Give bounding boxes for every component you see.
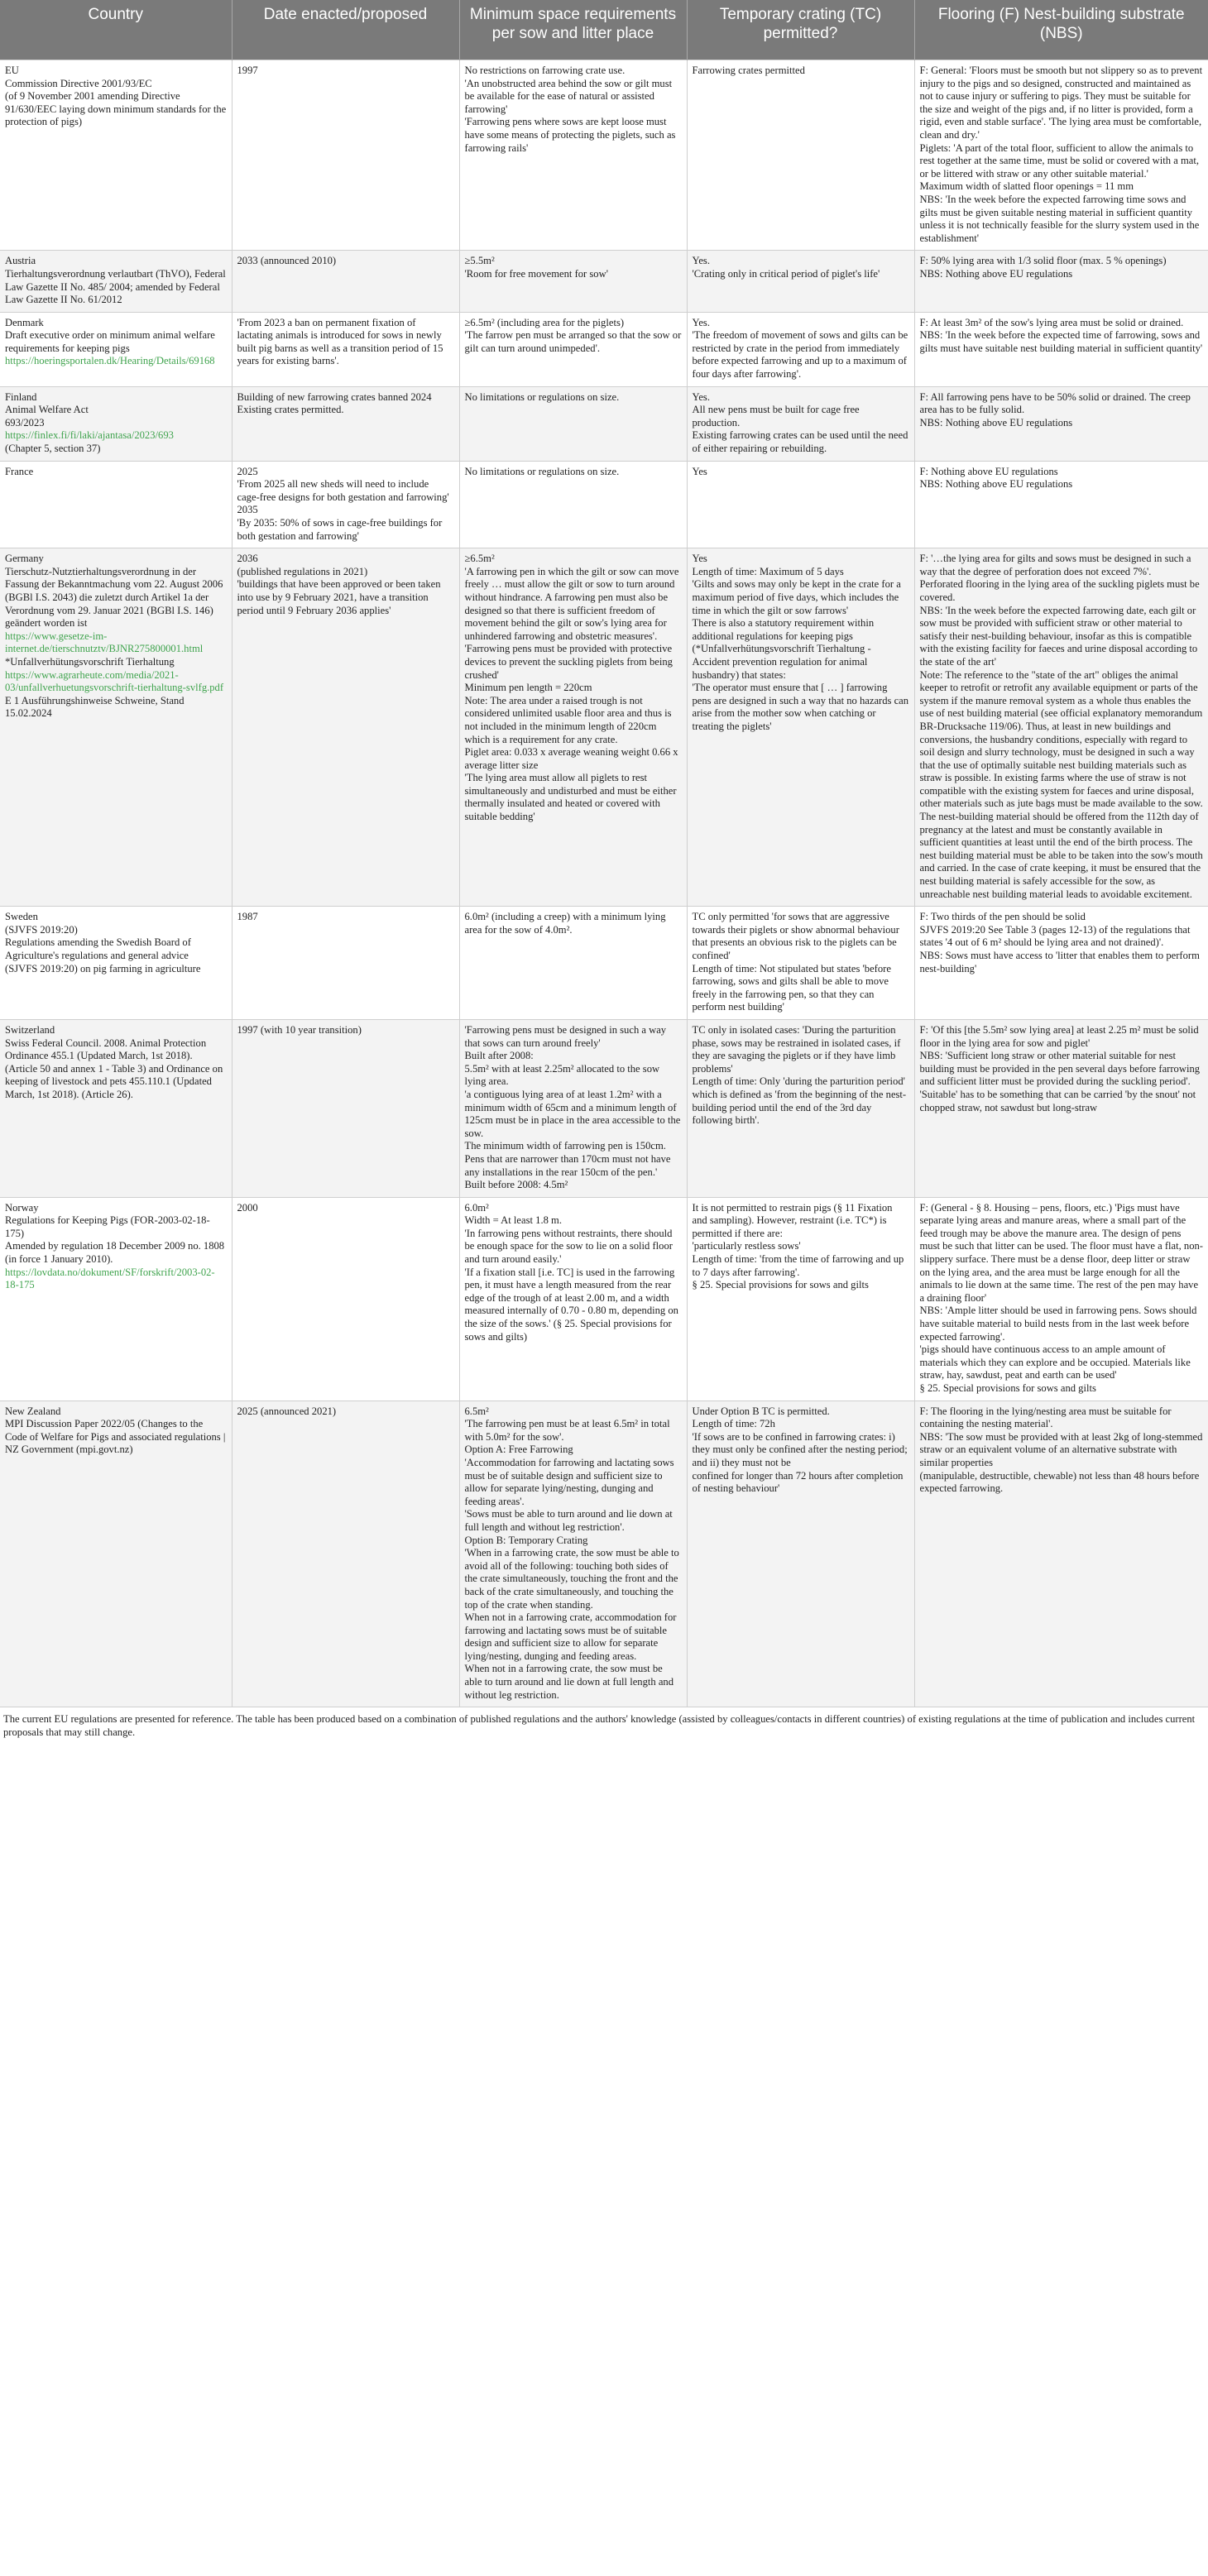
cell-line: (published regulations in 2021) bbox=[237, 565, 368, 577]
cell-line: Minimum pen length = 220cm bbox=[464, 682, 592, 694]
table-footnote: The current EU regulations are presented for reference. The table has been produced based on a combination of published regulations and the authors' knowledge (assisted by colleagues/contacts in different countries) of existing regulations at the time of publication and includes current proposals that may still change. bbox=[0, 1707, 1208, 1744]
cell-line: Piglets: 'A part of the total floor, sufficient to allow the animals to rest together at the same time, must be solid or covered with a mat, or be littered with straw or any other suitable material.' bbox=[919, 141, 1199, 180]
cell-date bbox=[232, 1401, 459, 1707]
table-row bbox=[0, 461, 1208, 548]
cell-country bbox=[0, 907, 232, 1020]
table-row bbox=[0, 312, 1208, 386]
cell-line: Length of time: Maximum of 5 days bbox=[692, 565, 844, 577]
cell-line: NBS: Nothing above EU regulations bbox=[919, 267, 1073, 280]
cell-line: 'The operator must ensure that [ … ] farrowing pens are designed in such a way that no hazards can arise from the mother sow when catching or treating the piglets' bbox=[692, 682, 909, 732]
cell-line: E 1 Ausführungshinweise Schweine, Stand 15.02.2024 bbox=[5, 694, 185, 720]
cell-line: There is also a statutory requirement within additional regulations for keeping pigs (*Unfallverhütungsvorschrift Tierhaltung - Accident prevention regulation for animal husbandry) that states: bbox=[692, 617, 875, 681]
cell-line: 'The farrowing pen must be at least 6.5m² in total with 5.0m² for the sow'. bbox=[464, 1418, 670, 1443]
cell-line: Perforated flooring in the lying area of the suckling piglets must be covered. bbox=[919, 578, 1200, 603]
cell-line: Amended by regulation 18 December 2009 no. 1808 (in force 1 January 2010). bbox=[5, 1240, 225, 1266]
cell-crating bbox=[687, 1019, 914, 1197]
reference-link[interactable]: https://www.agrarheute.com/media/2021-03/unfallverhuetungsvorschrift-tierhaltung-svlfg.pdf bbox=[5, 668, 224, 694]
cell-flooring bbox=[914, 1401, 1208, 1707]
cell-line: NBS: Nothing above EU regulations bbox=[919, 416, 1073, 429]
cell-space bbox=[459, 1197, 687, 1401]
cell-date bbox=[232, 907, 459, 1020]
cell-country bbox=[0, 1019, 232, 1197]
table-row bbox=[0, 907, 1208, 1020]
cell-line: 2025 (announced 2021) bbox=[237, 1405, 337, 1417]
cell-date bbox=[232, 1019, 459, 1197]
cell-line: 'The freedom of movement of sows and gilts can be restricted by crate in the period from immediately before expected farrowing and up to a maximum of four days after farrowing'. bbox=[692, 329, 908, 381]
cell-crating bbox=[687, 312, 914, 386]
header-row bbox=[0, 0, 1208, 60]
cell-line: (manipulable, destructible, chewable) not less than 48 hours before expected farrowing. bbox=[919, 1469, 1200, 1495]
cell-flooring bbox=[914, 548, 1208, 907]
cell-line: Piglet area: 0.033 x average weaning weight 0.66 x average litter size bbox=[464, 746, 678, 771]
cell-line: Finland bbox=[5, 390, 37, 403]
cell-crating bbox=[687, 386, 914, 461]
cell-line: NBS: 'Sufficient long straw or other material suitable for nest building must be provided in the pen several days before farrowing and sufficient litter must be provided during the suckling period'. bbox=[919, 1050, 1201, 1088]
cell-line: 'Room for free movement for sow' bbox=[464, 267, 608, 280]
cell-space bbox=[459, 907, 687, 1020]
cell-country bbox=[0, 386, 232, 461]
cell-line: It is not permitted to restrain pigs (§ 11 Fixation and sampling). However, restraint (i.e. TC*) is permitted if there are: bbox=[692, 1201, 893, 1239]
cell-line: Option B: Temporary Crating bbox=[464, 1534, 588, 1546]
cell-line: 'Gilts and sows may only be kept in the crate for a maximum period of five days, which includes the time in which the gilt or sow farrows' bbox=[692, 578, 901, 616]
cell-flooring bbox=[914, 1197, 1208, 1401]
cell-line: NBS: 'Ample litter should be used in farrowing pens. Sows should have suitable material to build nests from in the last week before expected farrowing'. bbox=[919, 1305, 1197, 1343]
cell-line: 'When in a farrowing crate, the sow must be able to avoid all of the following: touching both sides of the crate simultaneously, touching the front and the back of the crate simultaneously, and touching the top of the crate when standing. bbox=[464, 1547, 679, 1611]
reference-link[interactable]: https://hoeringsportalen.dk/Hearing/Details/69168 bbox=[5, 355, 215, 367]
cell-line: § 25. Special provisions for sows and gilts bbox=[919, 1382, 1096, 1394]
cell-line: When not in a farrowing crate, accommodation for farrowing and lactating sows must be of suitable design and sufficient size to allow for separate lying/nesting, dunging and feeding areas. bbox=[464, 1611, 677, 1662]
cell-date bbox=[232, 312, 459, 386]
cell-line: Sweden bbox=[5, 911, 38, 923]
cell-date bbox=[232, 548, 459, 907]
cell-flooring bbox=[914, 1019, 1208, 1197]
cell-line: NBS: 'In the week before the expected time of farrowing, sows and gilts must have suitable nest building material in sufficient quantity' bbox=[919, 329, 1203, 354]
cell-line: Germany bbox=[5, 553, 44, 565]
cell-date bbox=[232, 60, 459, 251]
cell-line: No restrictions on farrowing crate use. bbox=[464, 65, 626, 76]
cell-space bbox=[459, 60, 687, 251]
cell-country bbox=[0, 251, 232, 312]
cell-line: NBS: Sows must have access to 'litter that enables them to perform nest-building' bbox=[919, 950, 1200, 974]
reference-link[interactable]: https://lovdata.no/dokument/SF/forskrift/2003-02-18-175 bbox=[5, 1266, 215, 1291]
cell-line: Length of time: 'from the time of farrowing and up to 7 days after farrowing'. bbox=[692, 1253, 904, 1278]
header-crating: Temporary crating (TC) permitted? bbox=[687, 0, 914, 60]
table-row bbox=[0, 1197, 1208, 1401]
cell-line: 'From 2025 all new sheds will need to include cage-free designs for both gestation and farrowing' bbox=[237, 478, 449, 503]
cell-line: F: Two thirds of the pen should be solid bbox=[919, 911, 1086, 923]
table-row bbox=[0, 1019, 1208, 1197]
cell-line: Regulations amending the Swedish Board of Agriculture's regulations and general advice bbox=[5, 936, 191, 961]
table-body bbox=[0, 60, 1208, 1707]
cell-line: 'From 2023 a ban on permanent fixation of lactating animals is introduced for sows in newly built pig barns as well as a transition period of 15 years for existing barns'. bbox=[237, 316, 443, 367]
cell-space bbox=[459, 251, 687, 312]
cell-line: 'Farrowing pens must be provided with protective devices to prevent the suckling piglets from being crushed' bbox=[464, 643, 673, 681]
cell-line: EU bbox=[5, 65, 19, 76]
cell-date bbox=[232, 1197, 459, 1401]
cell-line: Yes. bbox=[692, 255, 710, 267]
cell-line: 'An unobstructed area behind the sow or gilt must be available for the ease of natural or assisted farrowing' bbox=[464, 77, 673, 115]
table-row bbox=[0, 251, 1208, 312]
cell-date bbox=[232, 386, 459, 461]
cell-line: When not in a farrowing crate, the sow must be able to turn around and lie down at full length and without leg restriction. bbox=[464, 1663, 674, 1701]
header-flooring: Flooring (F) Nest-building substrate (NBS) bbox=[914, 0, 1208, 60]
cell-line: NBS: 'In the week before the expected farrowing time sows and gilts must be given suitable nesting material in sufficient quantity unless it is not technically feasible for the slurry system used in the establishment' bbox=[919, 193, 1200, 244]
cell-line: 6.0m² (including a creep) with a minimum lying area for the sow of 4.0m². bbox=[464, 911, 666, 936]
header-country: Country bbox=[0, 0, 232, 60]
reference-link[interactable]: https://finlex.fi/fi/laki/ajantasa/2023/693 bbox=[5, 429, 174, 442]
cell-line: 'pigs should have continuous access to an ample amount of materials which they can explore and be occupied. Materials like straw, hay, sawdust, peat and earth can be used' bbox=[919, 1343, 1191, 1381]
cell-line: ≥5.5m² bbox=[464, 255, 495, 267]
cell-line: Building of new farrowing crates banned 2024 bbox=[237, 390, 432, 403]
cell-line: Norway bbox=[5, 1201, 39, 1214]
cell-line: (of 9 November 2001 amending Directive 91/630/EEC laying down minimum standards for the protection of pigs) bbox=[5, 90, 227, 128]
table-row bbox=[0, 1401, 1208, 1707]
cell-space bbox=[459, 1019, 687, 1197]
cell-line: SJVFS 2019:20 See Table 3 (pages 12-13) of the regulations that states '4 out of 6 m² should be lying area and not drained)'. bbox=[919, 923, 1191, 949]
cell-country bbox=[0, 60, 232, 251]
cell-line: F: (General - § 8. Housing – pens, floors, etc.) 'Pigs must have separate lying areas and manure areas, where a small part of the feed trough may be above the manure area. The design of pens must be such that litter can be used. The floor must have a flat, non-slippery surface. There must be a dense floor, deep litter or straw on the lying area, and the area must be large enough for all the animals to lie down at the same time. The rest of the pen may have a draining floor' bbox=[919, 1201, 1204, 1304]
cell-line: Switzerland bbox=[5, 1023, 55, 1036]
cell-line: Note: The area under a raised trough is not considered unlimited usable floor area and thus is not included in the minimum length of 220cm which is a requirement for any crate. bbox=[464, 694, 672, 745]
cell-line: The minimum width of farrowing pen is 150cm. Pens that are narrower than 170cm must not have any installations in the rear 150cm of the pen.' bbox=[464, 1140, 671, 1178]
cell-country bbox=[0, 312, 232, 386]
cell-line: (SJVFS 2019:20) bbox=[5, 923, 78, 936]
cell-space bbox=[459, 312, 687, 386]
cell-line: F: Nothing above EU regulations bbox=[919, 465, 1058, 477]
cell-space bbox=[459, 386, 687, 461]
cell-line: F: The flooring in the lying/nesting area must be suitable for containing the nesting material'. bbox=[919, 1405, 1172, 1430]
cell-line: Yes bbox=[692, 465, 707, 477]
cell-line: Built before 2008: 4.5m² bbox=[464, 1179, 568, 1191]
cell-line: F: 50% lying area with 1/3 solid floor (max. 5 % openings) bbox=[919, 255, 1167, 267]
cell-line: Tierhaltungsverordnung verlautbart (ThVO), Federal Law Gazette II No. 485/ 2004; amended by Federal Law Gazette II No. 61/2012 bbox=[5, 267, 226, 306]
cell-line: Draft executive order on minimum animal welfare requirements for keeping pigs bbox=[5, 329, 215, 354]
cell-country bbox=[0, 1197, 232, 1401]
cell-line: Existing farrowing crates can be used until the need of either repairing or rebuilding. bbox=[692, 429, 908, 455]
cell-line: Yes. bbox=[692, 390, 710, 403]
cell-line: TC only permitted 'for sows that are aggressive towards their piglets or show abnormal behaviour that presents an obvious risk to the piglets can be confined' bbox=[692, 911, 899, 961]
cell-line: 1997 bbox=[237, 65, 258, 76]
cell-line: 'A farrowing pen in which the gilt or sow can move freely … must allow the gilt or sow to turn around without hindrance. A farrowing pen must also be designed so that there is sufficient freedom of movement behind the gilt or sow's lying area for unhindered farrowing and obstetric measures'. bbox=[464, 565, 679, 642]
table-row bbox=[0, 548, 1208, 907]
cell-line: Maximum width of slatted floor openings = 11 mm bbox=[919, 180, 1134, 193]
cell-line: 693/2023 bbox=[5, 416, 45, 429]
cell-line: 'buildings that have been approved or been taken into use by 9 February 2021, have a transition period until 9 February 2036 applies' bbox=[237, 578, 441, 616]
cell-line: Built after 2008: bbox=[464, 1050, 534, 1062]
cell-line: Tierschutz-Nutztierhaltungsverordnung in der Fassung der Bekanntmachung vom 22. August 2006 (BGBl I.S. 2043) die zuletzt durch Artikel 1a der Verordnung vom 29. Januar 2021 (BGBl I.S. 146) geändert worden ist bbox=[5, 565, 223, 630]
cell-line: France bbox=[5, 465, 34, 477]
cell-line: Length of time: Not stipulated but states 'before farrowing, sows and gilts shall be able to move freely in the farrowing pen, so that they can perform nest building' bbox=[692, 962, 891, 1013]
cell-line: 1987 bbox=[237, 911, 258, 923]
cell-line: No limitations or regulations on size. bbox=[464, 390, 620, 403]
cell-line: 'particularly restless sows' bbox=[692, 1240, 801, 1252]
cell-line: F: General: 'Floors must be smooth but not slippery so as to prevent injury to the pigs and so designed, constructed and maintained as not to cause injury or suffering to pigs. They must be suitable for the size and weight of the pigs and, if no litter is provided, form a rigid, even and stable surface'. 'The lying area must be comfortable, clean and dry.' bbox=[919, 65, 1203, 141]
cell-line: Commission Directive 2001/93/EC bbox=[5, 77, 152, 89]
cell-line: 'The lying area must allow all piglets to rest simultaneously and undisturbed and must be either thermally insulated and heated or covered with suitable bedding' bbox=[464, 772, 677, 823]
cell-line: New Zealand bbox=[5, 1405, 61, 1417]
cell-space bbox=[459, 1401, 687, 1707]
cell-line: ≥6.5m² (including area for the piglets) bbox=[464, 316, 625, 328]
cell-line: ≥6.5m² bbox=[464, 553, 495, 565]
cell-line: (Chapter 5, section 37) bbox=[5, 443, 101, 455]
cell-line: § 25. Special provisions for sows and gilts bbox=[692, 1279, 869, 1291]
cell-line: 2035 bbox=[237, 504, 258, 516]
cell-crating bbox=[687, 1401, 914, 1707]
cell-line: 5.5m² with at least 2.25m² allocated to the sow lying area. bbox=[464, 1062, 660, 1088]
cell-line: Length of time: 72h bbox=[692, 1418, 775, 1430]
cell-line: F: All farrowing pens have to be 50% solid or drained. The creep area has to be fully solid. bbox=[919, 390, 1191, 416]
cell-line: 'Farrowing pens where sows are kept loose must have some means of protecting the piglets, such as farrowing rails' bbox=[464, 116, 676, 154]
cell-line: Width = At least 1.8 m. bbox=[464, 1214, 562, 1227]
cell-line: NBS: 'The sow must be provided with at least 2kg of long-stemmed straw or an equivalent volume of an alternative substrate with similar properties bbox=[919, 1430, 1203, 1468]
cell-crating bbox=[687, 251, 914, 312]
cell-country bbox=[0, 461, 232, 548]
cell-line: 1997 (with 10 year transition) bbox=[237, 1023, 362, 1036]
cell-date bbox=[232, 461, 459, 548]
cell-crating bbox=[687, 548, 914, 907]
cell-space bbox=[459, 461, 687, 548]
cell-flooring bbox=[914, 386, 1208, 461]
cell-flooring bbox=[914, 60, 1208, 251]
reference-link[interactable]: https://www.gesetze-im-internet.de/tierschnutztv/BJNR275800001.html bbox=[5, 630, 204, 655]
cell-space bbox=[459, 548, 687, 907]
cell-line: confined for longer than 72 hours after completion of nesting behaviour' bbox=[692, 1469, 904, 1495]
cell-line: Regulations for Keeping Pigs (FOR-2003-02-18-175) bbox=[5, 1214, 210, 1239]
cell-date bbox=[232, 251, 459, 312]
cell-line: 6.0m² bbox=[464, 1201, 489, 1214]
cell-line: 'a contiguous lying area of at least 1.2m² with a minimum width of 65cm and a minimum length of 125cm must be in place in the area accessible to the sow. bbox=[464, 1088, 681, 1139]
cell-line: 2000 bbox=[237, 1201, 258, 1214]
cell-line: Denmark bbox=[5, 316, 44, 328]
header-date: Date enacted/proposed bbox=[232, 0, 459, 60]
cell-line: Note: The reference to the "state of the art" obliges the animal keeper to retrofit or retrofit any available equipment or parts of the system if the manure removal system as a whole thus enables the use of nest building material (see official explanatory memorandum BR-Drucksache 119/06). Thus, at least in new buildings and conversions, the husbandry conditions, especially with regard to soil design and slurry technology, must be designed in such a way that the use of optimally suitable nest building materials such as straw is possible. In existing farms where the use of straw is not compatible with the existing system for faeces and urine disposal, other materials such as jute bags must be made available to the sow. The nest-building material should be offered from the 112th day of pregnancy at the latest and must be constantly available in sufficient quantities at least until the end of the birth process. The nest building material must be able to be taken into the sow's mouth and carried. In the case of crate keeping, it must be ensured that the nest building material is safely accessible for the sow, as unreachable nest building material leads to avoidable excitement. bbox=[919, 668, 1203, 900]
cell-line: Option A: Free Farrowing bbox=[464, 1444, 573, 1456]
cell-crating bbox=[687, 60, 914, 251]
cell-line: 2025 bbox=[237, 465, 258, 477]
cell-line: Farrowing crates permitted bbox=[692, 65, 805, 76]
cell-flooring bbox=[914, 251, 1208, 312]
cell-line: 'If sows are to be confined in farrowing crates: i) they must only be confined after the nesting period; and ii) they must not be bbox=[692, 1430, 908, 1468]
header-space: Minimum space requirements per sow and litter place bbox=[459, 0, 687, 60]
cell-line: Animal Welfare Act bbox=[5, 404, 89, 416]
cell-line: Yes. bbox=[692, 316, 710, 328]
cell-line: MPI Discussion Paper 2022/05 (Changes to the Code of Welfare for Pigs and associated regulations | NZ Government (mpi.govt.nz) bbox=[5, 1418, 226, 1456]
cell-crating bbox=[687, 461, 914, 548]
cell-crating bbox=[687, 907, 914, 1020]
cell-line: Yes bbox=[692, 553, 707, 565]
cell-line: No limitations or regulations on size. bbox=[464, 465, 620, 477]
cell-crating bbox=[687, 1197, 914, 1401]
cell-line: *Unfallverhütungsvorschrift Tierhaltung bbox=[5, 655, 175, 668]
cell-line: 'Farrowing pens must be designed in such a way that sows can turn around freely' bbox=[464, 1023, 667, 1049]
cell-line: NBS: Nothing above EU regulations bbox=[919, 478, 1073, 491]
cell-line: Length of time: Only 'during the parturition period' which is defined as 'from the beginning of the nest-building period until the end of the 3rd day following birth'. bbox=[692, 1075, 907, 1127]
cell-line: 'The farrow pen must be arranged so that the sow or gilt can turn around unimpeded'. bbox=[464, 329, 682, 354]
cell-line: F: 'Of this [the 5.5m² sow lying area] at least 2.25 m² must be solid floor in the lying area for sow and piglet' bbox=[919, 1023, 1199, 1049]
cell-flooring bbox=[914, 312, 1208, 386]
cell-line: 6.5m² bbox=[464, 1405, 489, 1417]
cell-line: 'Crating only in critical period of piglet's life' bbox=[692, 267, 880, 280]
cell-line: 'By 2035: 50% of sows in cage-free buildings for both gestation and farrowing' bbox=[237, 517, 443, 542]
cell-line: NBS: 'In the week before the expected farrowing date, each gilt or sow must be provided with sufficient straw or other material to satisfy their nest-building behaviour, insofar as this is compatible with the existing facility for faeces and urine disposal according to the state of the art' bbox=[919, 604, 1198, 668]
cell-line: Existing crates permitted. bbox=[237, 404, 344, 416]
cell-line: 'Suitable' has to be something that can be carried 'by the snout' not chopped straw, not sawdust but long-straw bbox=[919, 1088, 1196, 1113]
cell-line: 2033 (announced 2010) bbox=[237, 255, 337, 267]
cell-line: 'Sows must be able to turn around and lie down at full length and without leg restriction'. bbox=[464, 1508, 673, 1533]
cell-line: F: '…the lying area for gilts and sows must be designed in such a way that the degree of perforation does not exceed 7%'. bbox=[919, 553, 1191, 577]
cell-line: Swiss Federal Council. 2008. Animal Protection Ordinance 455.1 (Updated March, 1st 2018). (Article 50 and annex 1 - Table 3) and Ordinance on keeping of livestock and pets 455.110.1 (Updated March, 1st 2018). (Article 26). bbox=[5, 1037, 223, 1100]
cell-line: F: At least 3m² of the sow's lying area must be solid or drained. bbox=[919, 316, 1184, 328]
cell-line: TC only in isolated cases: 'During the parturition phase, sows may be restrained in isolated cases, if they are savaging the piglets or if they have limb problems' bbox=[692, 1023, 901, 1075]
cell-flooring bbox=[914, 461, 1208, 548]
cell-line: 'In farrowing pens without restraints, there should be enough space for the sow to lie on a solid floor and turn around easily.' bbox=[464, 1227, 673, 1266]
cell-line: Under Option B TC is permitted. bbox=[692, 1405, 830, 1417]
cell-country bbox=[0, 1401, 232, 1707]
cell-line: 'If a fixation stall [i.e. TC] is used in the farrowing pen, it must have a length measured from the rear edge of the trough of at least 2.00 m, and a width measured internally of 0.70 - 0.80 m, depending on the size of the sows.' (§ 25. Special provisions for sows and gilts) bbox=[464, 1266, 678, 1343]
cell-flooring bbox=[914, 907, 1208, 1020]
table-row bbox=[0, 60, 1208, 251]
cell-line: (SJVFS 2019:20) on pig farming in agriculture bbox=[5, 962, 201, 974]
cell-line: 2036 bbox=[237, 553, 258, 565]
cell-line: All new pens must be built for cage free production. bbox=[692, 404, 860, 429]
cell-country bbox=[0, 548, 232, 907]
cell-line: 'Accommodation for farrowing and lactating sows must be of suitable design and sufficient size to allow for separate lying/nesting, dunging and feeding areas'. bbox=[464, 1456, 674, 1507]
cell-line: Austria bbox=[5, 255, 36, 267]
table-row bbox=[0, 386, 1208, 461]
